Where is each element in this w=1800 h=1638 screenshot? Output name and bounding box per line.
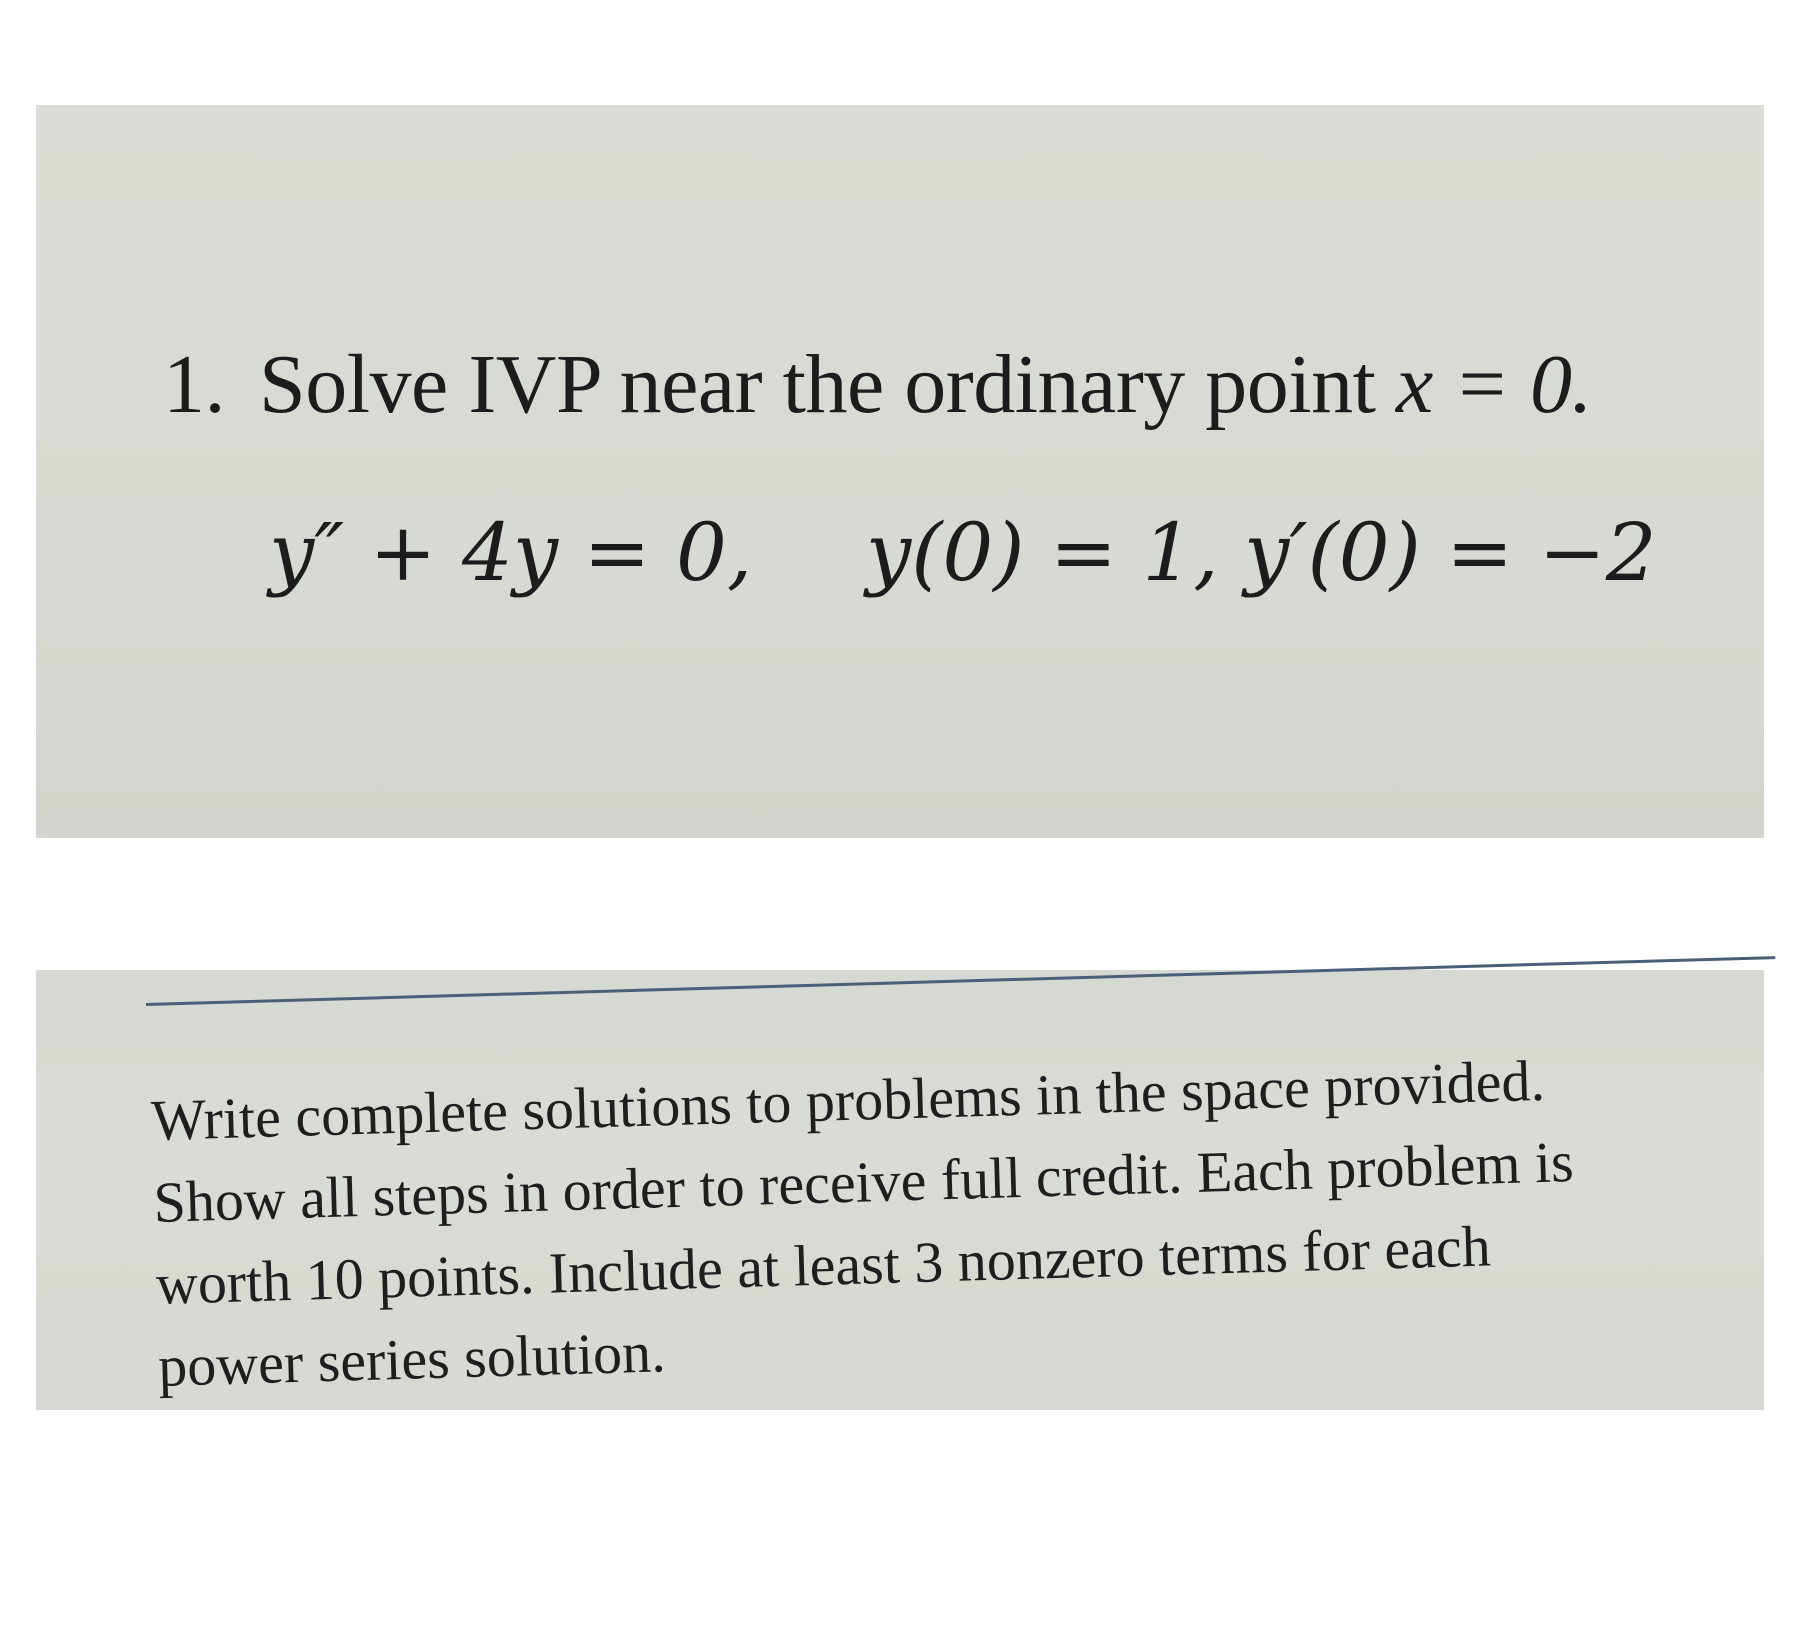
instruction-line: worth 10 points. Include at least 3 nonzero terms for each [154,1213,1492,1317]
problem-text: Solve IVP near the ordinary point [259,338,1376,431]
instruction-line: Write complete solutions to problems in the space provided. [150,1047,1546,1153]
problem-statement [163,338,1592,431]
problem-panel [36,105,1764,838]
problem-number: 1. [163,338,225,431]
instructions-text [150,1033,1799,1408]
divider-rule [146,956,1775,1006]
differential-equation: y″ + 4y = 0, [269,506,753,599]
ordinary-point: x = 0. [1395,338,1592,431]
instruction-line: Show all steps in order to receive full credit. Each problem is [152,1129,1575,1235]
initial-conditions: y(0) = 1, y′(0) = −2 [866,506,1657,599]
instructions-panel [36,970,1764,1410]
instruction-line: power series solution. [157,1319,667,1399]
